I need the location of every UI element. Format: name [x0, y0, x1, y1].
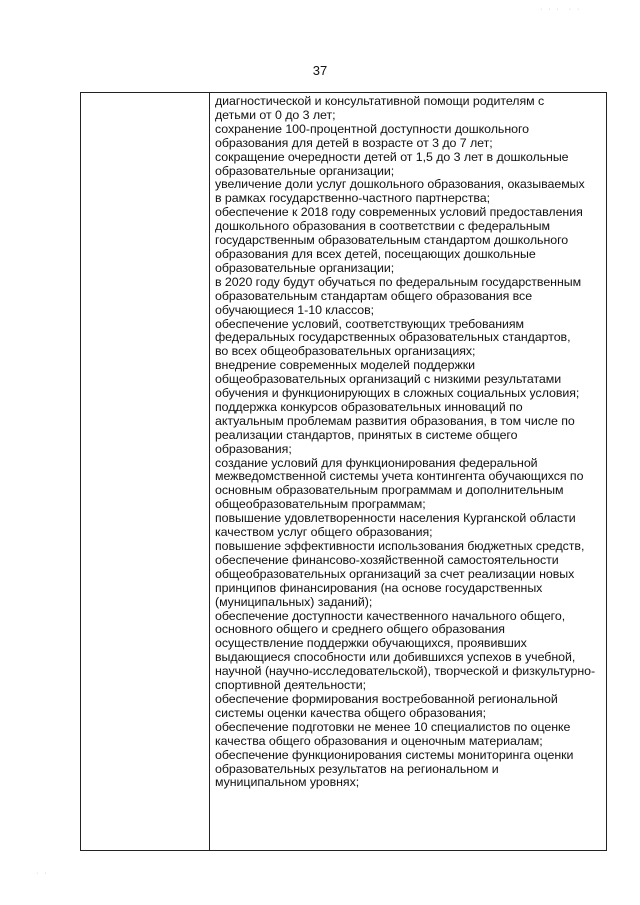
text-line: образования для детей в возрасте от 3 до 7 лет; — [215, 135, 493, 150]
text-line: основным образовательным программам и дополнительным — [215, 483, 564, 498]
text-line: федеральных государственных образовательных стандартов, — [215, 330, 571, 345]
text-line: образовательные организации; — [215, 260, 395, 275]
text-line: научной (научно-исследовательской), творческой и физкультурно- — [215, 664, 596, 679]
text-line: образовательных результатов на региональном и — [215, 761, 499, 776]
text-line: во всех общеобразовательных организациях; — [215, 344, 476, 359]
document-table — [80, 92, 607, 851]
text-line: межведомственной системы учета контингента обучающихся по — [215, 469, 584, 484]
text-line: системы оценки качества общего образования; — [215, 705, 486, 720]
text-line: (муниципальных) заданий); — [215, 594, 373, 609]
text-line: в 2020 году будут обучаться по федеральным государственным — [215, 274, 582, 289]
text-line: поддержка конкурсов образовательных инноваций по — [215, 399, 523, 414]
text-line: образовательные организации; — [215, 163, 395, 178]
text-line: детьми от 0 до 3 лет; — [215, 107, 336, 122]
text-line: реализации стандартов, принятых в системе общего — [215, 427, 518, 442]
text-line: обеспечение подготовки не менее 10 специалистов по оценке — [215, 719, 571, 734]
text-line: общеобразовательных организаций за счет реализации новых — [215, 566, 575, 581]
text-line: создание условий для функционирования федеральной — [215, 455, 538, 470]
text-line: обучающиеся 1-10 классов; — [215, 302, 375, 317]
text-line: повышение удовлетворенности населения Курганской области — [215, 511, 576, 526]
text-line: обучения и функционирующих в сложных социальных условия; — [215, 386, 580, 401]
text-line: муниципальном уровнях; — [215, 775, 360, 790]
text-line: диагностической и консультативной помощи родителям с — [215, 94, 545, 108]
text-line: повышение эффективности использования бюджетных средств, — [215, 539, 585, 553]
text-line: образования; — [215, 441, 292, 456]
text-line: обеспечение формирования востребованной региональной — [215, 691, 558, 706]
table-left-cell — [81, 93, 210, 850]
text-line: обеспечение к 2018 году современных условий предоставления — [215, 205, 583, 220]
text-line: обеспечение функционирования системы мониторинга оценки — [215, 747, 574, 762]
text-line: образования для всех детей, посещающих дошкольные — [215, 246, 536, 261]
text-line: спортивной деятельности; — [215, 678, 366, 693]
text-line: осуществление поддержки обучающихся, проявивших — [215, 636, 527, 651]
text-line: в рамках государственно-частного партнерства; — [215, 191, 491, 206]
text-line: обеспечение условий, соответствующих требованиям — [215, 316, 525, 331]
text-line: выдающиеся способности или добившихся успехов в учебной, — [215, 650, 576, 665]
text-line: внедрение современных моделей поддержки — [215, 358, 475, 373]
page-number: 37 — [312, 63, 328, 78]
text-line: качества общего образования и оценочным материалам; — [215, 733, 543, 748]
text-line: принципов финансирования (на основе государственных — [215, 580, 543, 595]
text-line: увеличение доли услуг дошкольного образования, оказываемых — [215, 177, 585, 192]
text-line: обеспечение финансово-хозяйственной самостоятельности — [215, 552, 559, 567]
table-right-cell — [215, 95, 607, 790]
text-line: сокращение очередности детей от 1,5 до 3 лет в дошкольные — [215, 149, 569, 164]
text-line: дошкольного образования в соответствии с федеральным — [215, 219, 551, 234]
text-line: сохранение 100-процентной доступности дошкольного — [215, 121, 530, 136]
text-line: обеспечение доступности качественного начального общего, — [215, 608, 566, 623]
scan-artifact-top: · · · · · — [540, 6, 582, 13]
text-line: общеобразовательных организаций с низкими результатами — [215, 372, 562, 387]
scan-artifact-bottom: · · — [36, 870, 49, 877]
text-line: образовательным стандартам общего образования все — [215, 288, 533, 303]
text-line: качеством услуг общего образования; — [215, 525, 433, 540]
text-line: основного общего и среднего общего образования — [215, 622, 505, 637]
text-line: актуальным проблемам развития образования, в том числе по — [215, 413, 575, 428]
text-line: государственным образовательным стандартом дошкольного — [215, 233, 569, 248]
text-line: общеобразовательным программам; — [215, 497, 426, 512]
